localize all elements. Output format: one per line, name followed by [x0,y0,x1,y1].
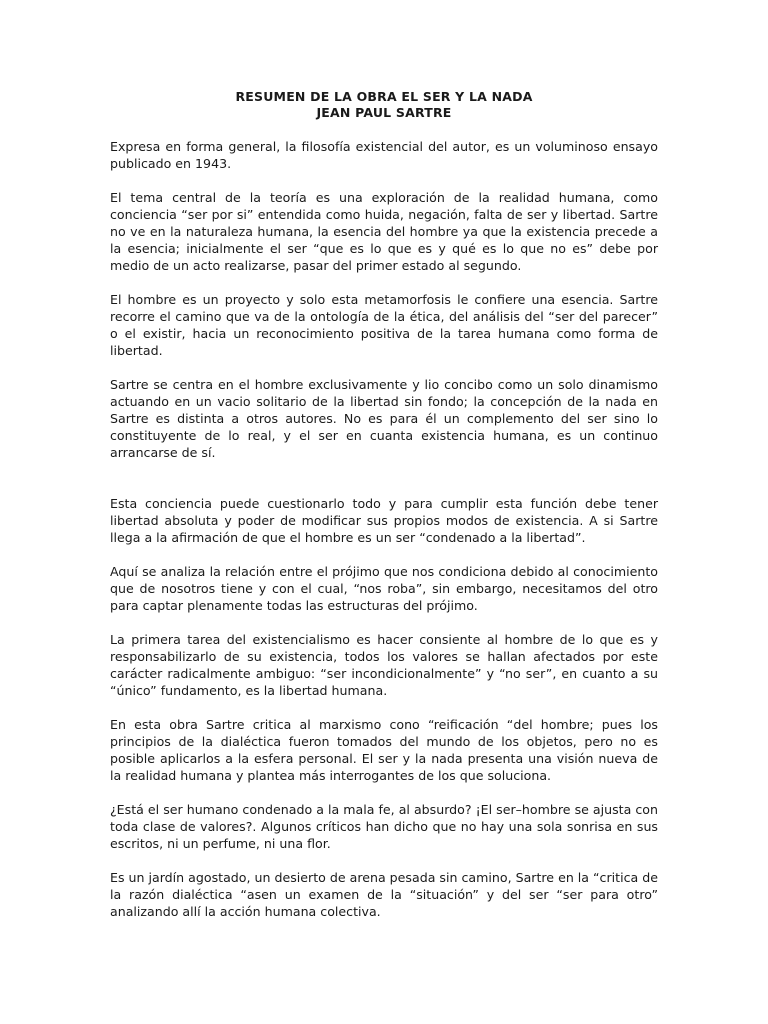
title-line-1: RESUMEN DE LA OBRA EL SER Y LA NADA [235,89,533,104]
paragraph: Esta conciencia puede cuestionarlo todo y para cumplir esta función debe tener libertad absoluta y poder de modificar sus propios modos de existencia. A si Sartre llega a la afirmación de que el hombre es un ser “condenado a la libertad”. [110,496,658,545]
paragraph: Sartre se centra en el hombre exclusivamente y lio concibo como un solo dinamismo actuando en un vacio solitario de la libertad sin fondo; la concepción de la nada en Sartre es distinta a otros autores. No es para él un complemento del ser sino lo constituyente de lo real, y el ser en cuanta existencia humana, es un continuo arrancarse de sí. [110,377,658,460]
document-body [110,138,658,937]
document-title [110,89,658,121]
paragraph: Expresa en forma general, la filosofía existencial del autor, es un voluminoso ensayo publicado en 1943. [110,139,658,171]
paragraph: El hombre es un proyecto y solo esta metamorfosis le confiere una esencia. Sartre recorre el camino que va de la ontología de la ética, del análisis del “ser del parecer” o el existir, hacia un reconocimiento positiva de la tarea humana como forma de libertad. [110,292,658,358]
title-line-2: JEAN PAUL SARTRE [316,105,452,120]
paragraph: ¿Está el ser humano condenado a la mala fe, al absurdo? ¡El ser–hombre se ajusta con toda clase de valores?. Algunos críticos han dicho que no hay una sola sonrisa en sus escritos, ni un perfume, ni una flor. [110,802,658,851]
paragraph: El tema central de la teoría es una exploración de la realidad humana, como conciencia “ser por si” entendida como huida, negación, falta de ser y libertad. Sartre no ve en la naturaleza humana, la esencia del hombre ya que la existencia precede a la esencia; inicialmente el ser “que es lo que es y qué es lo que no es” debe por medio de un acto realizarse, pasar del primer estado al segundo. [110,190,658,273]
paragraph: Es un jardín agostado, un desierto de arena pesada sin camino, Sartre en la “critica de la razón dialéctica “asen un examen de la “situación” y del ser “ser para otro” analizando allí la acción humana colectiva. [110,870,658,919]
paragraph: En esta obra Sartre critica al marxismo cono “reificación “del hombre; pues los principios de la dialéctica fueron tomados del mundo de los objetos, pero no es posible aplicarlos a la esfera personal. El ser y la nada presenta una visión nueva de la realidad humana y plantea más interrogantes de los que soluciona. [110,717,658,783]
paragraph: Aquí se analiza la relación entre el prójimo que nos condiciona debido al conocimiento que de nosotros tiene y con el cual, “nos roba”, sin embargo, necesitamos del otro para captar plenamente todas las estructuras del prójimo. [110,564,658,613]
paragraph: La primera tarea del existencialismo es hacer consiente al hombre de lo que es y responsabilizarlo de su existencia, todos los valores se hallan afectados por este carácter radicalmente ambiguo: “ser incondicionalmente” y “no ser”, en cuanto a su “único” fundamento, es la libertad humana. [110,632,658,698]
